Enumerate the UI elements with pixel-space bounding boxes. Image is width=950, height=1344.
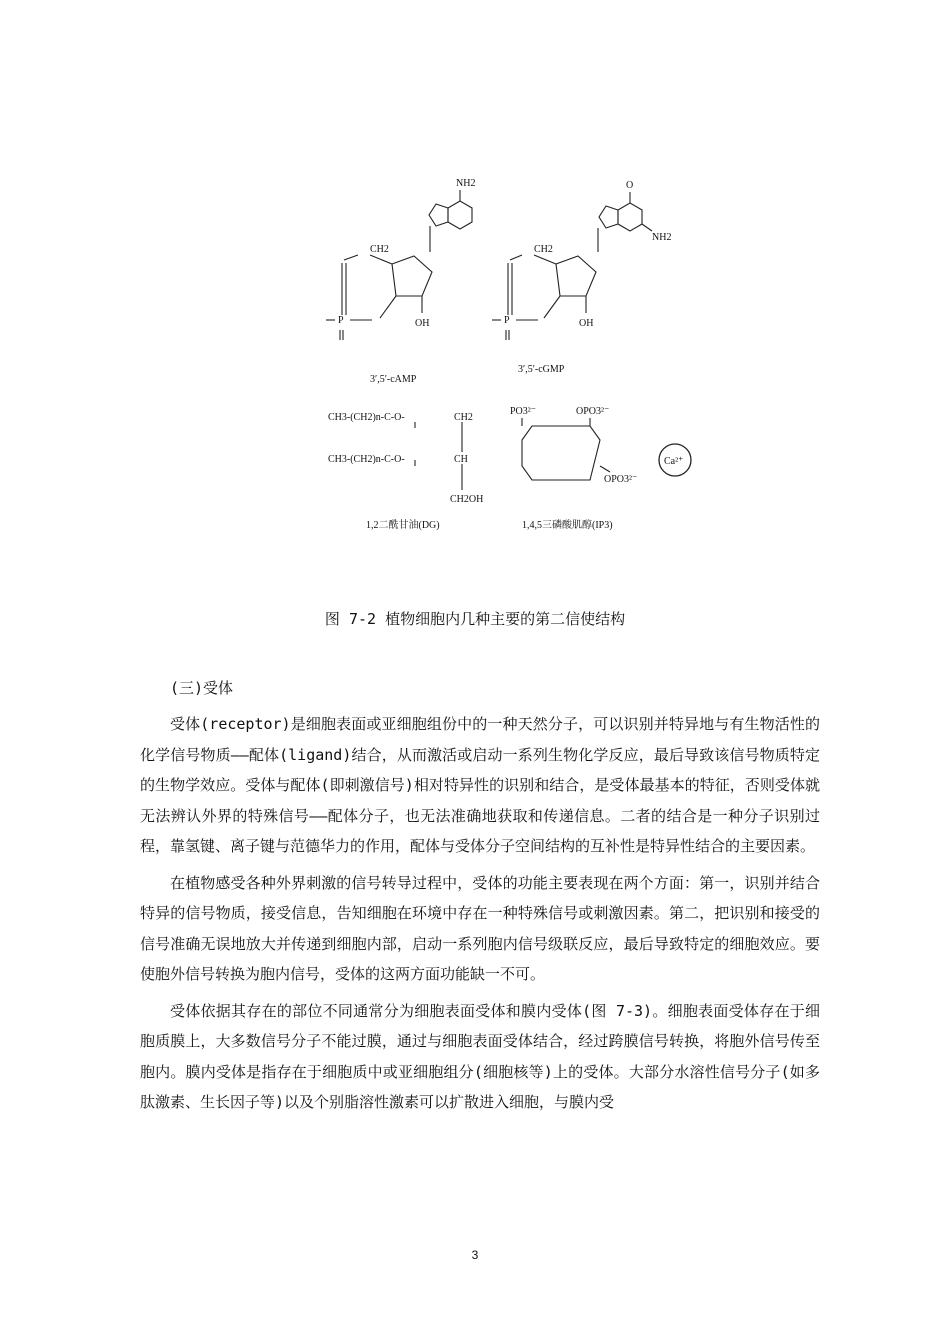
camp-label: 3′,5′-cAMP — [370, 374, 417, 385]
cgmp-o-label: O — [626, 180, 634, 191]
cgmp-nh2-label: NH2 — [652, 232, 672, 243]
dg-ch: CH — [454, 454, 468, 465]
paragraph: 受体依据其存在的部位不同通常分为细胞表面受体和膜内受体(图 7-3)。细胞表面受体存在于细胞质膜上，大多数信号分子不能过膜，通过与细胞表面受体结合，经过跨膜信号转换，将胞外信号传至胞内。膜内受体是指存在于细胞质中或亚细胞组分(细胞核等)上的受体。大部分水溶性信号分子(如多肽激素、生长因子等)以及个别脂溶性激素可以扩散进入细胞，与膜内受 — [140, 1001, 820, 1111]
camp-nh2-label: NH2 — [456, 178, 476, 189]
ip3-opo3-right: OPO3²⁻ — [604, 474, 638, 485]
cgmp-p-label: P — [504, 315, 510, 326]
dg-chain-1: CH3-(CH2)n-C-O- — [328, 412, 405, 423]
camp-oh-label: OH — [415, 318, 430, 329]
chemical-structures-diagram — [300, 160, 700, 555]
body-text — [140, 709, 820, 1124]
dg-chain-2: CH3-(CH2)n-C-O- — [328, 454, 405, 465]
ip3-opo3-top: OPO3²⁻ — [576, 406, 610, 417]
figure-caption: 图 7-2 植物细胞内几种主要的第二信使结构 — [324, 610, 626, 628]
cgmp-label: 3′,5′-cGMP — [518, 364, 565, 375]
section-heading: (三)受体 — [170, 679, 234, 697]
ip3-po3-label: PO3²⁻ — [510, 406, 537, 417]
camp-ch2-label: CH2 — [370, 244, 389, 255]
paragraph: 在植物感受各种外界刺激的信号转导过程中，受体的功能主要表现在两个方面：第一，识别并结合特异的信号物质，接受信息，告知细胞在环境中存在一种特殊信号或刺激因素。第二，把识别和接受的信号准确无误地放大并传递到细胞内部，启动一系列胞内信号级联反应，最后导致特定的细胞效应。要使胞外信号转换为胞内信号，受体的这两方面功能缺一不可。 — [140, 873, 820, 983]
cgmp-ch2-label: CH2 — [534, 244, 553, 255]
dg-ch2oh: CH2OH — [450, 494, 484, 505]
second-messenger-figure — [300, 160, 700, 555]
dg-label: 1,2二酰甘油(DG) — [366, 520, 440, 531]
cgmp-oh-label: OH — [579, 318, 594, 329]
dg-ch2-top: CH2 — [454, 412, 473, 423]
page-number: 3 — [471, 1248, 479, 1262]
paragraph: 受体(receptor)是细胞表面或亚细胞组份中的一种天然分子，可以识别并特异地与有生物活性的化学信号物质——配体(ligand)结合，从而激活或启动一系列生物化学反应，最后导致该信号物质特定的生物学效应。受体与配体(即刺激信号)相对特异性的识别和结合，是受体最基本的特征，否则受体就无法辨认外界的特殊信号——配体分子，也无法准确地获取和传递信息。二者的结合是一种分子识别过程，靠氢键、离子键与范德华力的作用，配体与受体分子空间结构的互补性是特异性结合的主要因素。 — [140, 715, 820, 855]
camp-p-label: P — [338, 315, 344, 326]
ip3-label: 1,4,5三磷酸肌醇(IP3) — [522, 520, 613, 531]
calcium-ion-label: Ca²⁺ — [664, 456, 684, 467]
